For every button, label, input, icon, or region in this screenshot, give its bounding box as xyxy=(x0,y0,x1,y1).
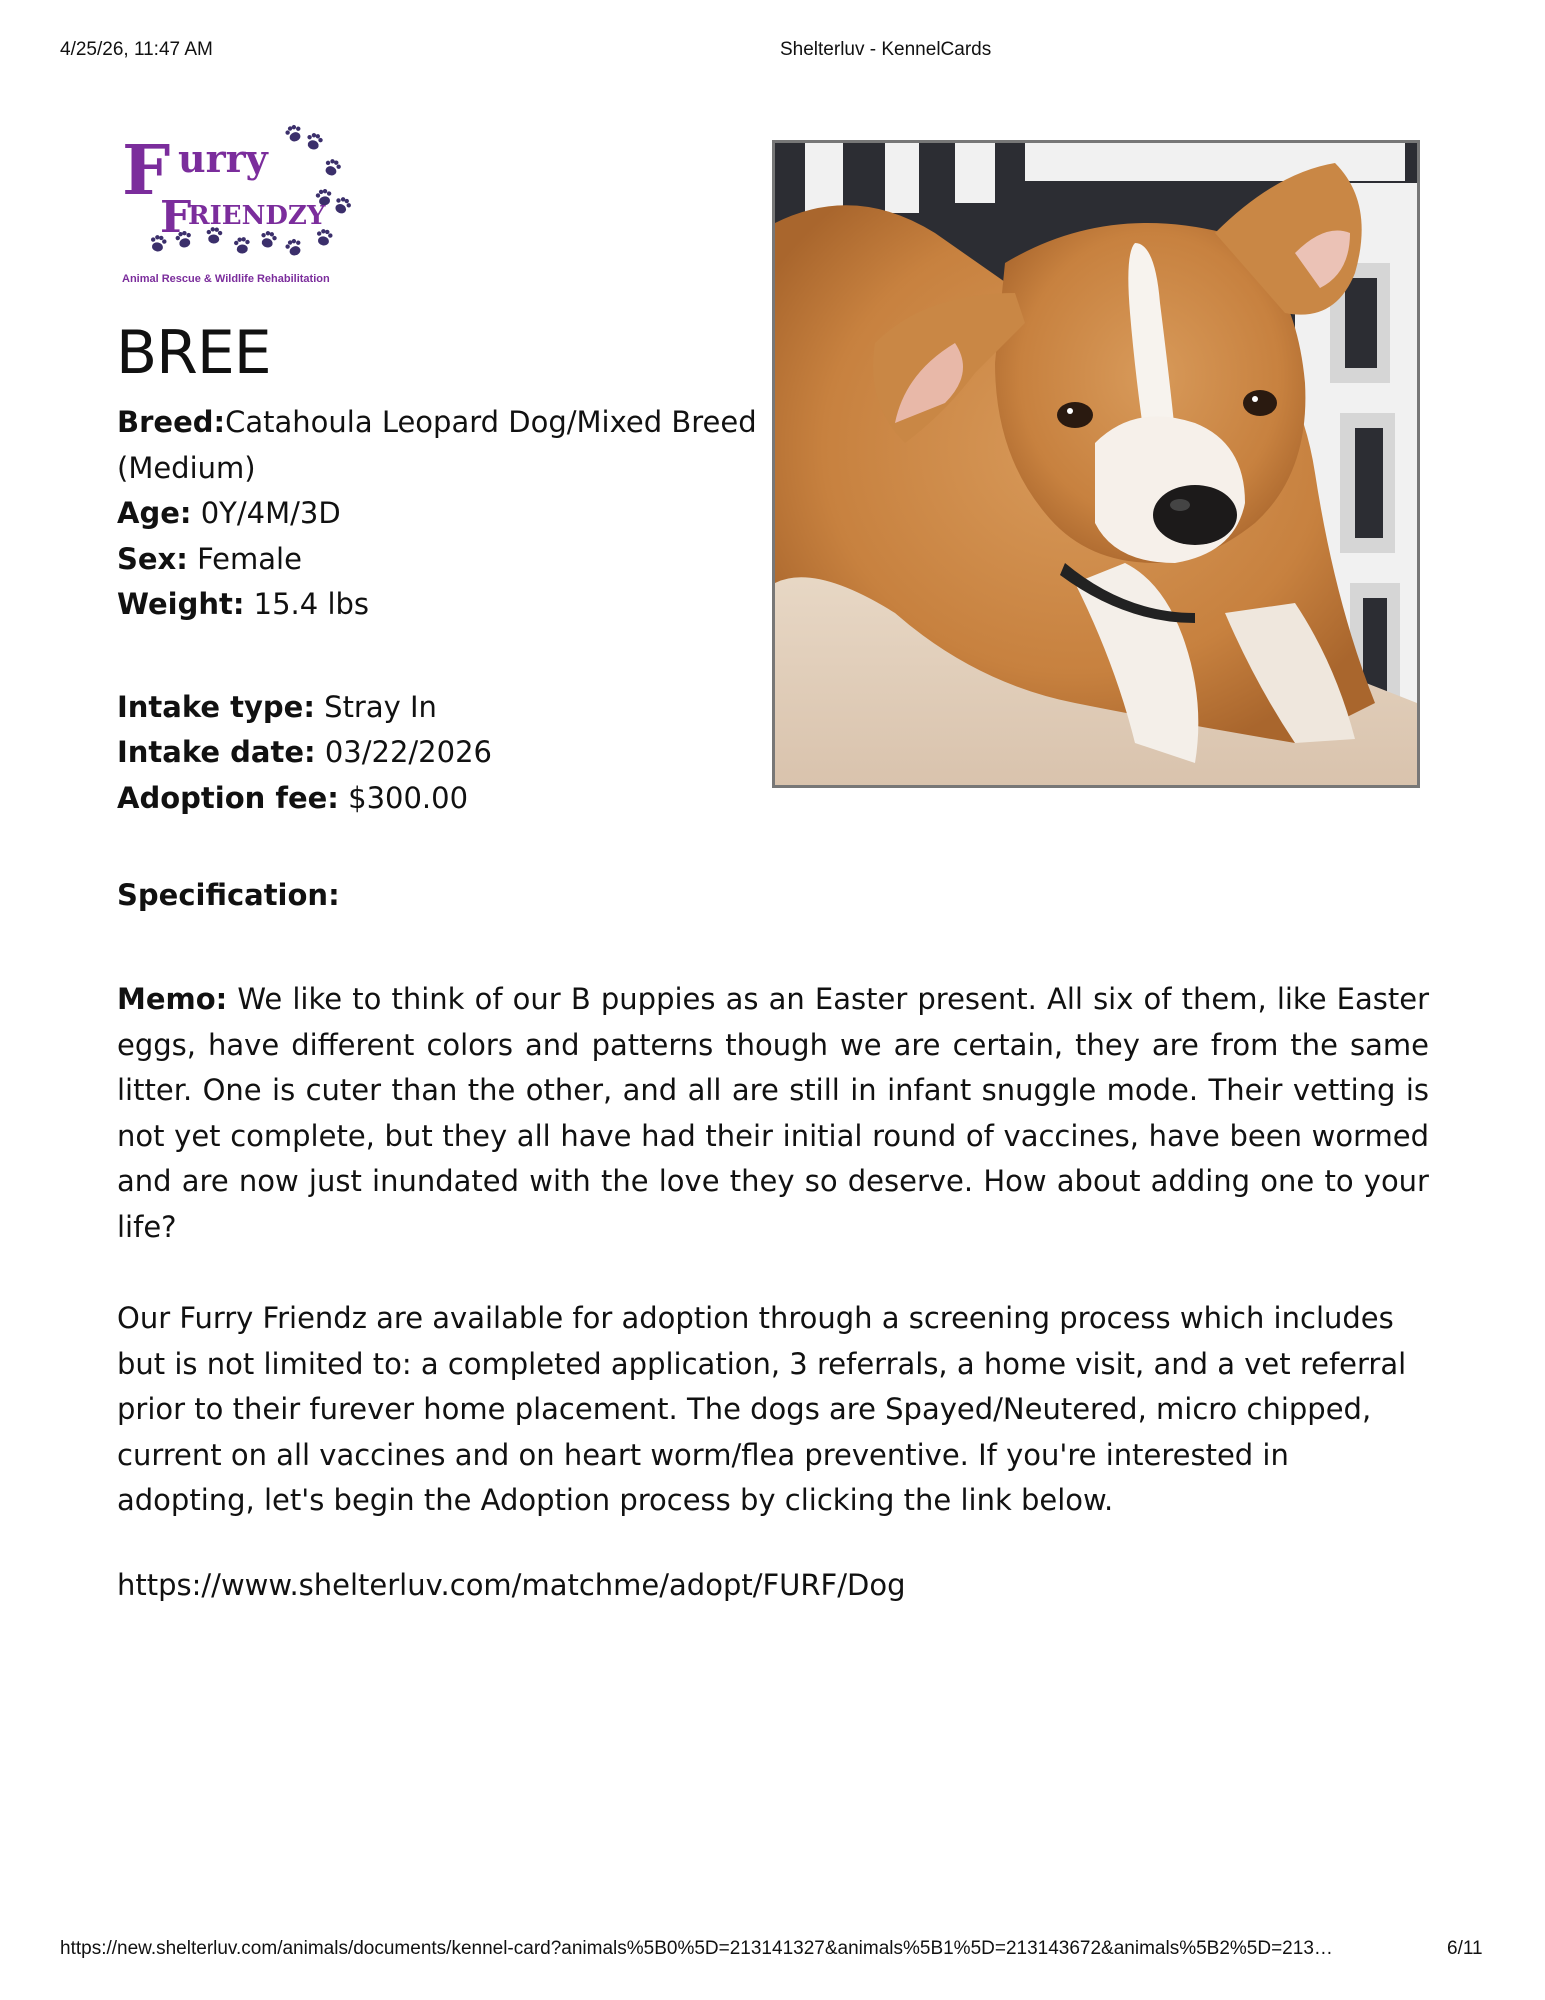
furry-friendz-logo xyxy=(118,120,363,290)
age-value: 0Y/4M/3D xyxy=(200,496,341,530)
print-page-number: 6/11 xyxy=(1447,1938,1483,1959)
logo-word-friendzy: RIENDZY xyxy=(188,201,326,231)
logo-letter-f: F xyxy=(122,131,171,211)
print-page-title: Shelterluv - KennelCards xyxy=(780,39,992,60)
adoption-info-paragraph: Our Furry Friendz are available for adoption through a screening process which includes but is not limited to: a completed application, 3 referrals, a home visit, and a vet referral prior to their furever home placement. The dogs are Spayed/Neutered, micro chipped, current on all vaccines and on heart worm/flea preventive. If you're interested in adopting, let's begin the Adoption process by clicking the link below. xyxy=(117,1301,1407,1517)
adoption-fee-label: Adoption fee: xyxy=(117,780,339,815)
intake-type-value: Stray In xyxy=(324,689,437,724)
intake-date-value: 03/22/2026 xyxy=(324,735,492,769)
sex-row xyxy=(117,537,757,583)
age-row xyxy=(117,491,757,537)
memo-label: Memo: xyxy=(117,982,228,1016)
memo xyxy=(117,977,1429,1250)
animal-name: BREE xyxy=(116,318,271,388)
sex-label: Sex: xyxy=(117,541,188,576)
specification-label: Specification: xyxy=(117,878,340,912)
sex-value: Female xyxy=(197,541,302,576)
paw-prints-icon xyxy=(118,120,363,290)
dog-photo xyxy=(772,140,1420,788)
adoption-fee-row xyxy=(117,776,757,822)
weight-label: Weight: xyxy=(117,587,245,621)
adoption-link[interactable]: https://www.shelterluv.com/matchme/adopt/FURF/Dog xyxy=(117,1568,906,1602)
logo-letter-f2: F xyxy=(160,192,192,243)
logo-tagline: Animal Rescue & Wildlife Rehabilitation xyxy=(122,273,330,285)
adoption-fee-value: $300.00 xyxy=(348,780,469,815)
intake-type-row xyxy=(117,685,757,731)
intake-date-label: Intake date: xyxy=(117,735,316,769)
print-url: https://new.shelterluv.com/animals/documents/kennel-card?animals%5B0%5D=213141327&animals%5B1%5D=213143672&animals%5B2%5D=213… xyxy=(60,1938,1333,1959)
dog-photo-illustration xyxy=(775,143,1417,785)
weight-row xyxy=(117,582,757,628)
age-label: Age: xyxy=(117,496,192,530)
print-datetime: 4/25/26, 11:47 AM xyxy=(60,39,213,60)
memo-text: We like to think of our B puppies as an Easter present. All six of them, like Easter eggs, have different colors and patterns though we are certain, they are from the same litter. One is cuter than the other, and all are still in infant snuggle mode. Their vetting is not yet complete, but they all have had their initial round of vaccines, have been wormed and are now just inundated with the love they so deserve. How about adding one to your life? xyxy=(117,982,1430,1244)
breed-row xyxy=(117,400,757,491)
animal-attributes xyxy=(117,400,757,821)
intake-date-row xyxy=(117,730,757,776)
breed-value: Catahoula Leopard Dog/Mixed Breed (Medium) xyxy=(117,405,757,485)
weight-value: 15.4 lbs xyxy=(253,587,370,621)
logo-word-furry: urry xyxy=(178,136,268,181)
breed-label: Breed: xyxy=(117,405,226,439)
intake-type-label: Intake type: xyxy=(117,689,315,724)
